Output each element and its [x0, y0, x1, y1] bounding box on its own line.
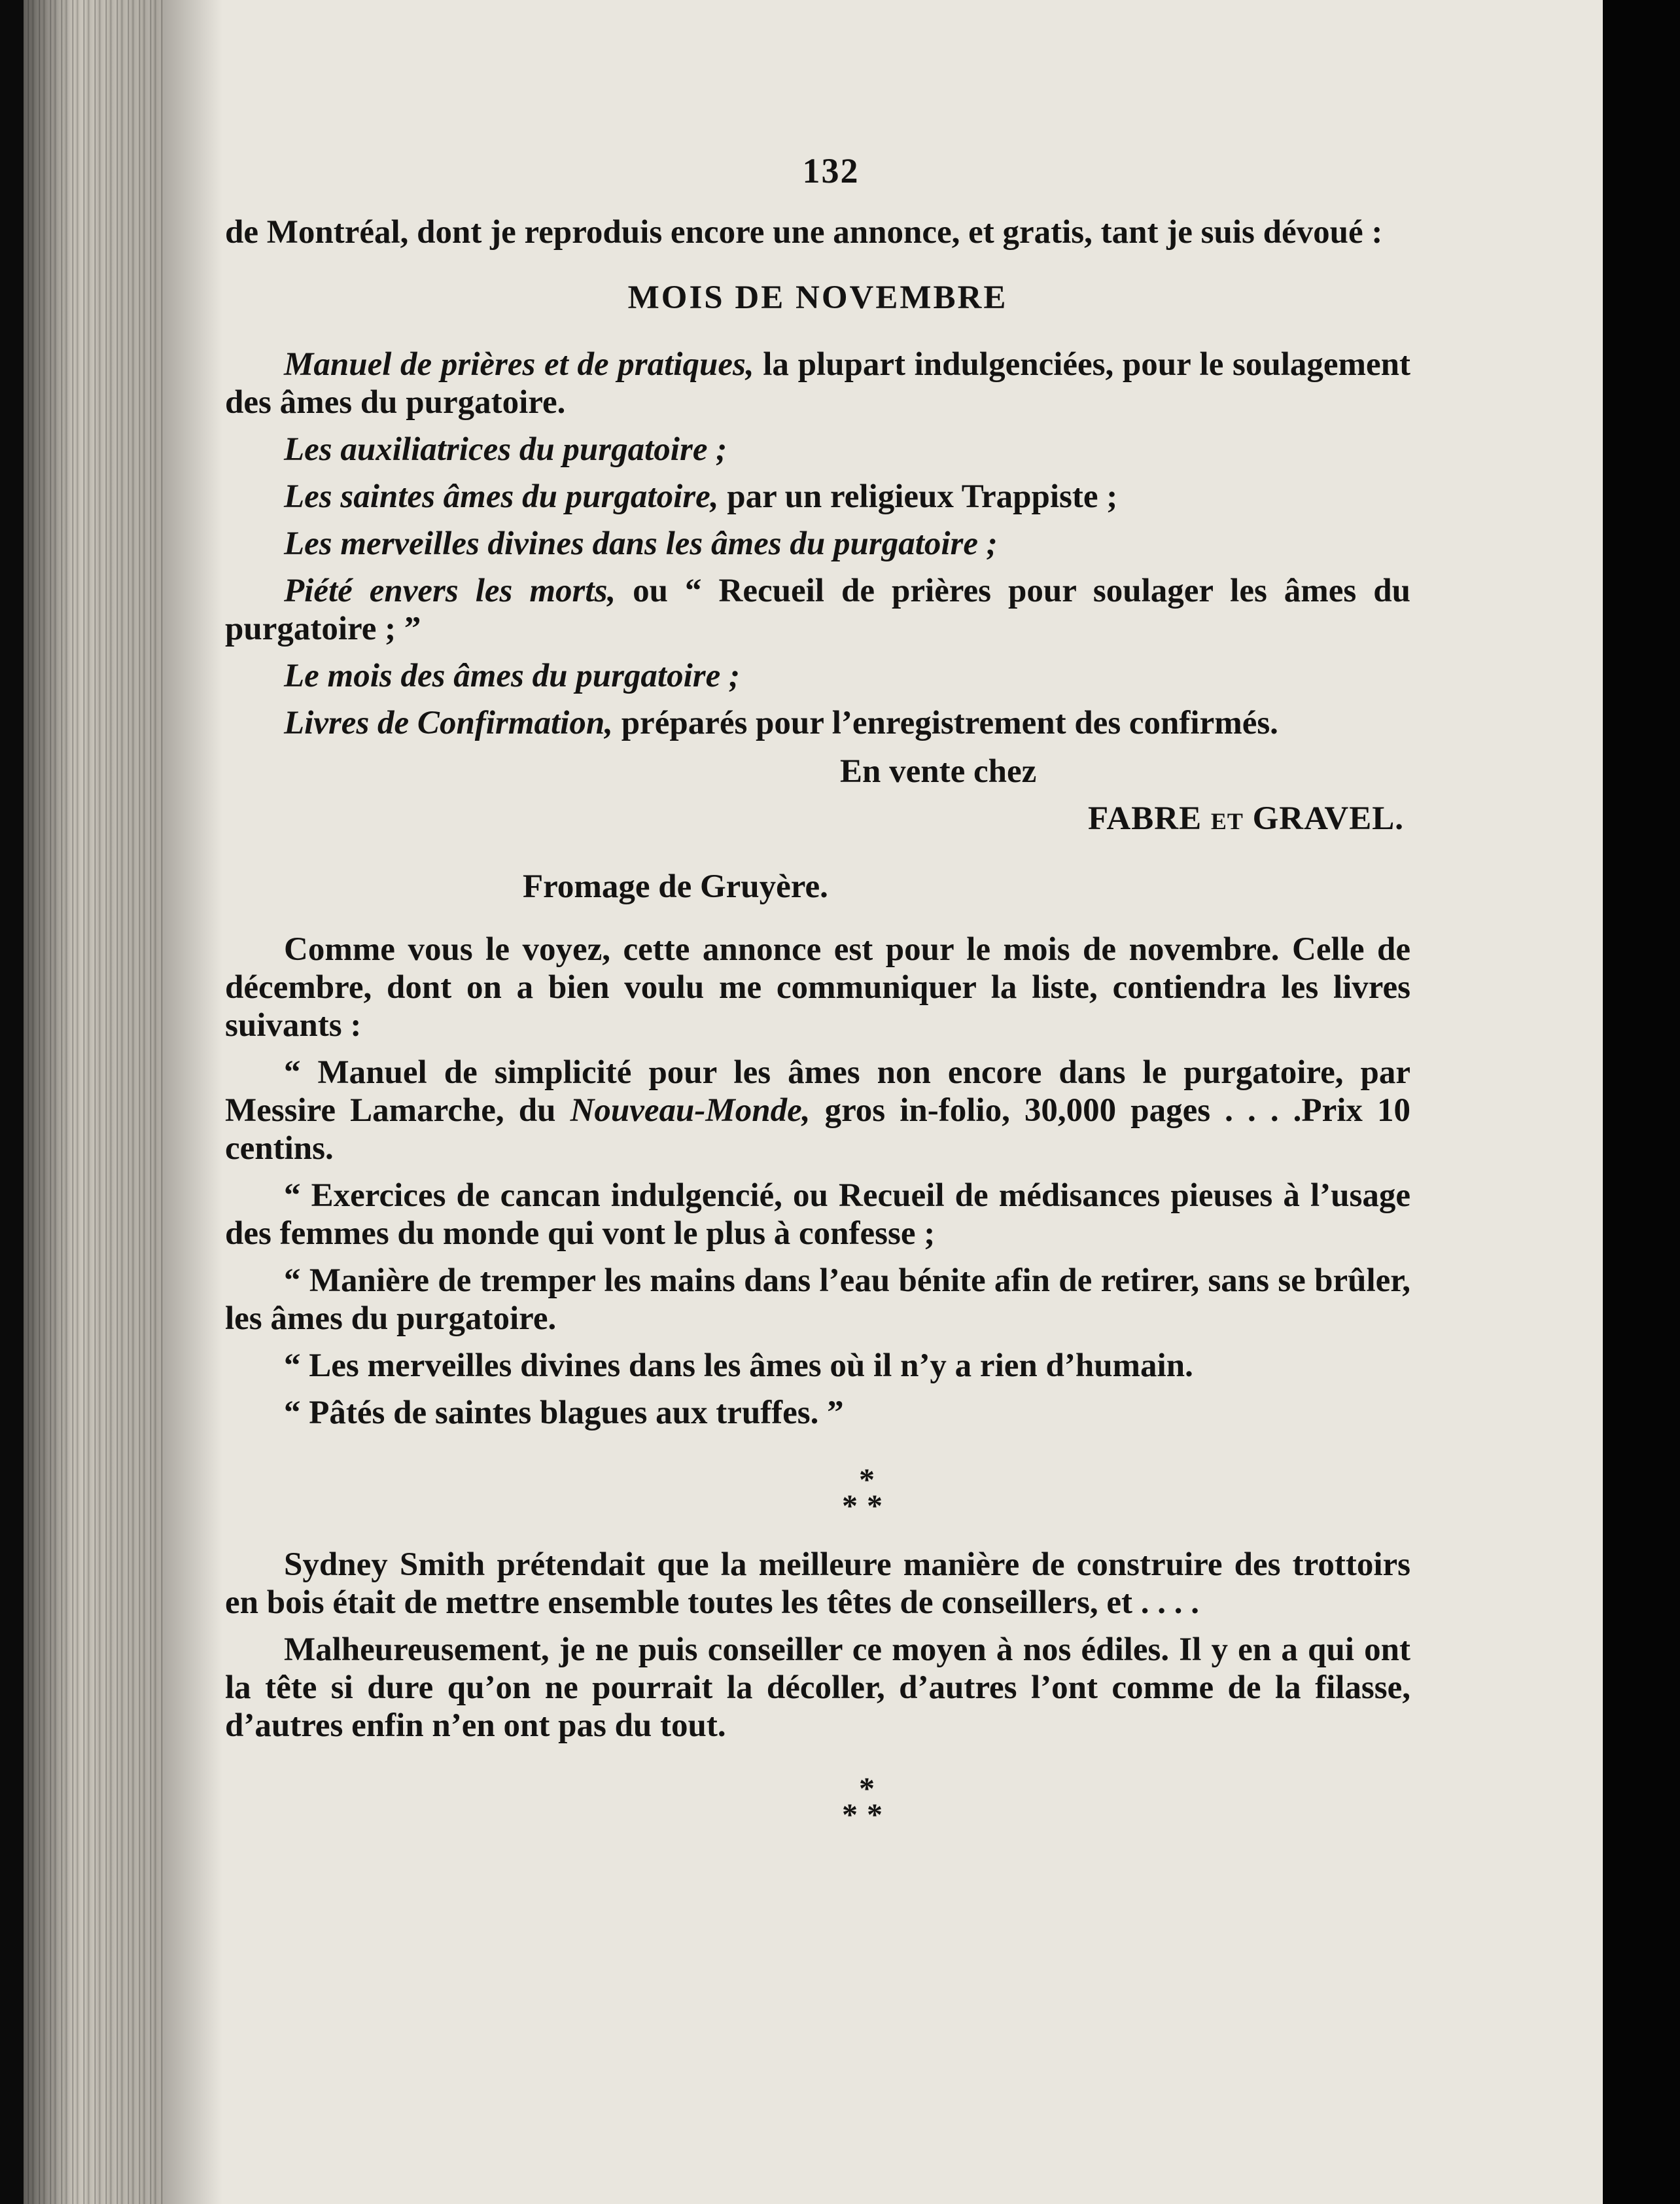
book-description: par un religieux Trappiste ; [718, 478, 1118, 515]
firm-conjunction: ET [1210, 808, 1244, 834]
book-description: ou “ Recueil de prières pour soulager les âmes du purgatoire ; ” [225, 573, 1410, 647]
book-entry [225, 525, 1410, 563]
ad-heading: MOIS DE NOVEMBRE [627, 279, 1008, 316]
page-number: 132 [802, 152, 860, 190]
book-entry [225, 657, 1410, 695]
quoted-book-entry: “ Pâtés de saintes blagues aux truffes. ” [284, 1395, 844, 1431]
quote-text: “ Manuel de simplicité pour les âmes non encore dans le purgatoire, par Messire Lamarche, du [225, 1054, 1410, 1129]
quoted-book-entry: “ Les merveilles divines dans les âmes où il n’y a rien d’humain. [284, 1347, 1193, 1384]
gutter-shadow [164, 0, 222, 2204]
paragraph: Malheureusement, je ne puis conseiller ce moyen à nos édiles. Il y en a qui ont la tête si dure qu’on ne pourrait la décoller, d’autres l’ont comme de la filasse, d’autres enfin n’en ont pas du tout. [225, 1631, 1410, 1744]
book-title: Livres de Confirmation, [284, 705, 613, 741]
book-entry [225, 704, 1410, 742]
paragraph: Sydney Smith prétendait que la meilleure manière de construire des trottoirs en bois était de mettre ensemble toutes les têtes de conseillers, et . . . . [225, 1546, 1410, 1621]
book-title: Manuel de prières et de pratiques, [284, 346, 754, 383]
book-page-edges [24, 0, 174, 2204]
asterisk: * [867, 1798, 892, 1832]
book-title: Piété envers les morts, [284, 573, 616, 609]
book-title: Les saintes âmes du purgatoire, [284, 478, 719, 515]
book-entry [225, 478, 1410, 516]
asterisk: * [842, 1798, 867, 1832]
asterisk: * [867, 1489, 892, 1523]
book-title: Les auxiliatrices du purgatoire ; [284, 431, 727, 468]
book-entry [225, 346, 1410, 421]
quoted-book-entry [225, 1054, 1410, 1167]
asterisk: * [859, 1771, 875, 1806]
newspaper-title: Nouveau-Monde, [570, 1092, 811, 1129]
page-edge-shading [24, 0, 174, 2204]
paragraph-continued: de Montréal, dont je reproduis encore une annonce, et gratis, tant je suis dévoué : [225, 214, 1383, 251]
book-description: préparés pour l’enregistrement des confirmés. [612, 705, 1278, 741]
firm-name-second: GRAVEL. [1252, 800, 1404, 837]
book-description: la plupart indulgenciées, pour le soulagement des âmes du purgatoire. [225, 346, 1410, 421]
scan-border-right [1603, 0, 1680, 2204]
book-entry [225, 572, 1410, 648]
quoted-book-entry: “ Exercices de cancan indulgencié, ou Recueil de médisances pieuses à l’usage des femmes du monde qui vont le plus à confesse ; [225, 1177, 1410, 1252]
section-title: Fromage de Gruyère. [523, 868, 828, 905]
quote-text: gros in-folio, 30,000 pages . . . .Prix 10 centins. [225, 1092, 1410, 1167]
page-text [225, 152, 1410, 2148]
book-title: Les merveilles divines dans les âmes du purgatoire ; [284, 525, 998, 562]
asterisk: * [859, 1463, 875, 1497]
book-title: Le mois des âmes du purgatoire ; [284, 658, 740, 694]
asterism-divider [225, 1463, 1410, 1523]
bookseller-name [225, 800, 1410, 840]
paragraph: Comme vous le voyez, cette annonce est pour le mois de novembre. Celle de décembre, dont on a bien voulu me communiquer la liste, contiendra les livres suivants : [225, 931, 1410, 1044]
asterisk: * [842, 1489, 867, 1523]
asterisk-pair [323, 1798, 1410, 1832]
quoted-book-entry: “ Manière de tremper les mains dans l’eau bénite afin de retirer, sans se brûler, les âmes du purgatoire. [225, 1262, 1410, 1337]
sale-line: En vente chez [840, 753, 1037, 790]
book-entry [225, 431, 1410, 469]
asterisk-pair [323, 1489, 1410, 1523]
firm-name-first: FABRE [1088, 800, 1202, 837]
asterism-divider [225, 1771, 1410, 1832]
